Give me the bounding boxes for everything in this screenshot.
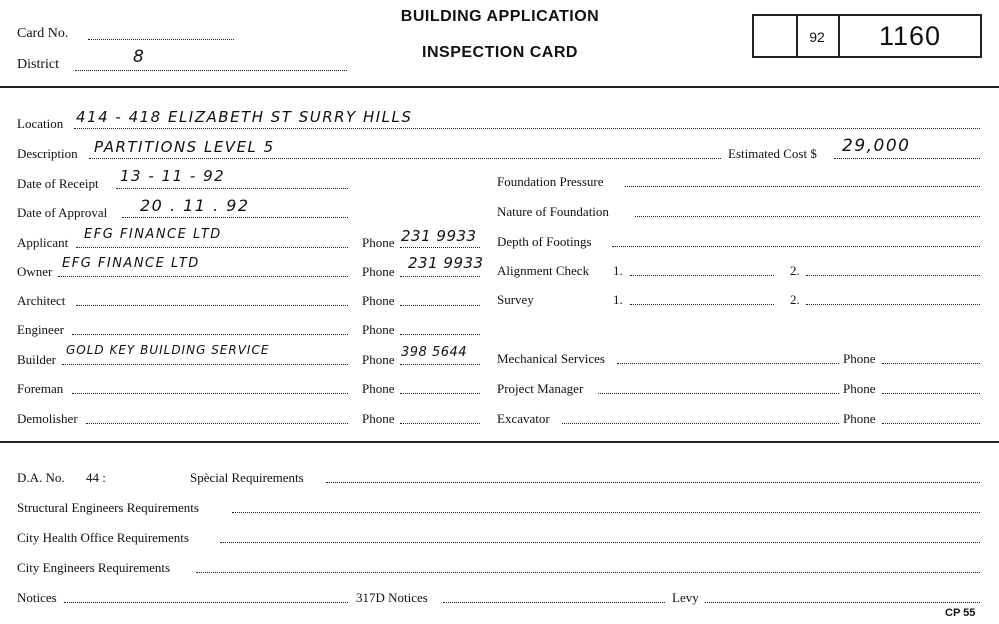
applicant-phone-value: 231 9933 [401, 227, 477, 245]
survey-item-2-label: 2. [790, 292, 800, 307]
estimated-cost-label: Estimated Cost $ [728, 146, 817, 161]
title-line-2: INSPECTION CARD [422, 44, 578, 61]
date-approval-line [122, 217, 348, 218]
survey-label: Survey [497, 292, 534, 307]
card-number-box [752, 14, 982, 58]
notices-line [64, 602, 348, 603]
city-engineers-label: City Engineers Requirements [17, 560, 171, 575]
health-label: City Health Office Requirements [17, 530, 189, 545]
location-value: 414 - 418 ELIZABETH ST SURRY HILLS [76, 108, 413, 126]
demolisher-line [86, 423, 348, 424]
special-requirements-label: Spècial Requirements [190, 470, 304, 485]
applicant-phone-line [400, 247, 480, 248]
engineer-line [72, 334, 348, 335]
special-requirements-line [326, 482, 980, 483]
nature-foundation-line [635, 216, 980, 217]
foundation-pressure-line [625, 186, 980, 187]
project-manager-label: Project Manager [497, 381, 584, 396]
da-no-label: D.A. No. [17, 470, 65, 485]
nature-foundation-label: Nature of Foundation [497, 204, 609, 219]
survey-item-1-line [630, 304, 774, 305]
city-engineers-line [196, 572, 980, 573]
engineer-label: Engineer [17, 322, 64, 337]
foreman-phone-label: Phone [362, 381, 395, 396]
date-receipt-label: Date of Receipt [17, 176, 99, 191]
engineer-phone-label: Phone [362, 322, 395, 337]
applicant-line [76, 247, 348, 248]
notices-317d-line [443, 602, 665, 603]
description-line [89, 158, 721, 159]
architect-line [76, 305, 348, 306]
excavator-label: Excavator [497, 411, 550, 426]
foundation-pressure-label: Foundation Pressure [497, 174, 604, 189]
architect-label: Architect [17, 293, 66, 308]
survey-item-1-label: 1. [613, 292, 623, 307]
district-line [75, 70, 347, 71]
da-no-value: 44 : [86, 470, 106, 485]
title-line-1: BUILDING APPLICATION [400, 8, 600, 25]
location-label: Location [17, 116, 64, 131]
foreman-line [72, 393, 348, 394]
header-divider [0, 86, 999, 88]
foreman-phone-line [400, 393, 480, 394]
demolisher-phone-label: Phone [362, 411, 395, 426]
date-receipt-line [116, 188, 348, 189]
number-box-number: 1160 [878, 21, 942, 51]
date-approval-value: 20 . 11 . 92 [140, 196, 250, 215]
alignment-item-2-label: 2. [790, 263, 800, 278]
applicant-phone-label: Phone [362, 235, 395, 250]
mechanical-label: Mechanical Services [497, 351, 605, 366]
excavator-phone-label: Phone [843, 411, 876, 426]
alignment-item-1-label: 1. [613, 263, 623, 278]
builder-label: Builder [17, 352, 56, 367]
applicant-label: Applicant [17, 235, 69, 250]
health-line [220, 542, 980, 543]
owner-phone-value: 231 9933 [408, 254, 484, 272]
notices-label: Notices [17, 590, 57, 605]
description-value: PARTITIONS LEVEL 5 [94, 138, 275, 156]
district-value: 8 [133, 47, 146, 67]
architect-phone-line [400, 305, 480, 306]
depth-footings-label: Depth of Footings [497, 234, 592, 249]
builder-phone-value: 398 5644 [401, 345, 468, 360]
estimated-cost-line [834, 158, 980, 159]
owner-line [58, 276, 348, 277]
excavator-phone-line [882, 423, 980, 424]
owner-label: Owner [17, 264, 53, 279]
alignment-check-label: Alignment Check [497, 263, 590, 278]
architect-phone-label: Phone [362, 293, 395, 308]
project-manager-line [598, 393, 839, 394]
requirements-divider [0, 441, 999, 443]
builder-line [62, 364, 348, 365]
survey-item-2-line [806, 304, 980, 305]
demolisher-label: Demolisher [17, 411, 78, 426]
estimated-cost-value: 29,000 [842, 136, 911, 156]
alignment-item-1-line [630, 275, 774, 276]
demolisher-phone-line [400, 423, 480, 424]
location-line [74, 128, 980, 129]
alignment-item-2-line [806, 275, 980, 276]
structural-label: Structural Engineers Requirements [17, 500, 199, 515]
depth-footings-line [612, 246, 980, 247]
description-label: Description [17, 146, 78, 161]
builder-phone-line [400, 364, 480, 365]
builder-phone-label: Phone [362, 352, 395, 367]
card-no-label: Card No. [17, 26, 69, 41]
engineer-phone-line [400, 334, 480, 335]
mechanical-phone-line [882, 363, 980, 364]
builder-value: GOLD KEY BUILDING SERVICE [66, 343, 270, 357]
levy-label: Levy [672, 590, 699, 605]
project-manager-phone-label: Phone [843, 381, 876, 396]
date-receipt-value: 13 - 11 - 92 [120, 167, 226, 185]
date-approval-label: Date of Approval [17, 205, 108, 220]
owner-phone-line [400, 276, 480, 277]
mechanical-phone-label: Phone [843, 351, 876, 366]
card-no-line [88, 39, 234, 40]
owner-phone-label: Phone [362, 264, 395, 279]
project-manager-phone-line [882, 393, 980, 394]
owner-value: EFG FINANCE LTD [62, 256, 200, 271]
number-box-cell-blank [754, 16, 798, 56]
number-box-year: 92 [796, 16, 840, 56]
structural-line [232, 512, 980, 513]
foreman-label: Foreman [17, 381, 64, 396]
levy-line [705, 602, 980, 603]
excavator-line [562, 423, 839, 424]
applicant-value: EFG FINANCE LTD [84, 227, 222, 242]
form-code: CP 55 [945, 607, 976, 619]
mechanical-line [617, 363, 839, 364]
district-label: District [17, 57, 59, 72]
notices-317d-label: 317D Notices [356, 590, 428, 605]
